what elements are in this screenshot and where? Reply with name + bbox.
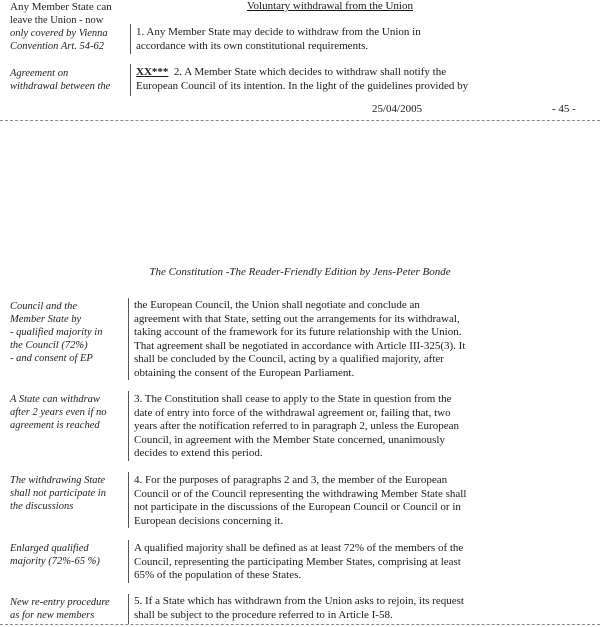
- reference-marker: XX***: [136, 66, 169, 78]
- margin-note: A State can withdraw after 2 years even if no agreement is reached: [10, 394, 107, 431]
- column-divider: [128, 391, 129, 461]
- column-divider: [128, 540, 129, 583]
- paragraph: 4. For the purposes of paragraphs 2 and 3, the member of the European Council or of the Council representing the withdrawing Member State shall not participate in the discussions of the European Council or Council or in European decisions concerning it.: [134, 474, 467, 527]
- page-break: [0, 624, 600, 625]
- margin-note: Enlarged qualified majority (72%-65 %): [10, 543, 100, 567]
- margin-note: Agreement on withdrawal between the: [10, 68, 111, 92]
- running-header: The Constitution -The Reader-Friendly Edition by Jens-Peter Bonde: [149, 266, 451, 278]
- paragraph: 1. Any Member State may decide to withdraw from the Union in accordance with its own constitutional requirements.: [136, 26, 421, 52]
- column-divider: [128, 298, 129, 380]
- paragraph: 5. If a State which has withdrawn from the Union asks to rejoin, its request shall be subject to the procedure referred to in Article I-58.: [134, 595, 464, 621]
- column-divider: [130, 24, 131, 54]
- margin-note: Council and the Member State by - qualified majority in the Council (72%) - and consent of EP: [10, 301, 103, 364]
- margin-note: New re-entry procedure as for new members: [10, 597, 110, 621]
- footer-page-number: - 45 -: [552, 103, 576, 115]
- column-divider: [128, 472, 129, 528]
- page-break: [0, 120, 600, 121]
- column-divider: [130, 64, 131, 96]
- footer-date: 25/04/2005: [372, 103, 423, 115]
- column-divider: [128, 594, 129, 624]
- margin-note: Any Member State can: [10, 1, 112, 13]
- paragraph: XX*** 2. A Member State which decides to withdraw shall notify the European Council of its intention. In the light of the guidelines provided by: [136, 66, 469, 92]
- paragraph: 3. The Constitution shall cease to apply to the State in question from the date of entry into force of the withdrawal agreement or, failing that, two years after the notification referred to in paragraph 2, unless the European Council, in agreement with the Member State concerned, unanimously decides to extend this period.: [134, 393, 459, 460]
- paragraph: the European Council, the Union shall negotiate and conclude an agreement with that State, setting out the arrangements for its withdrawal, taking account of the framework for its future relationship with the Union. That agreement shall be negotiated in accordance with Article III-325(3). It shall be concluded by the Council, acting by a qualified majority, after obtaining the consent of the European Parliament.: [134, 299, 466, 379]
- section-title: Voluntary withdrawal from the Union: [247, 0, 413, 12]
- margin-note: leave the Union - now only covered by Vienna Convention Art. 54-62: [10, 15, 108, 52]
- paragraph: A qualified majority shall be defined as at least 72% of the members of the Council, representing the participating Member States, comprising at least 65% of the population of these States.: [134, 542, 464, 582]
- margin-note: The withdrawing State shall not participate in the discussions: [10, 475, 106, 512]
